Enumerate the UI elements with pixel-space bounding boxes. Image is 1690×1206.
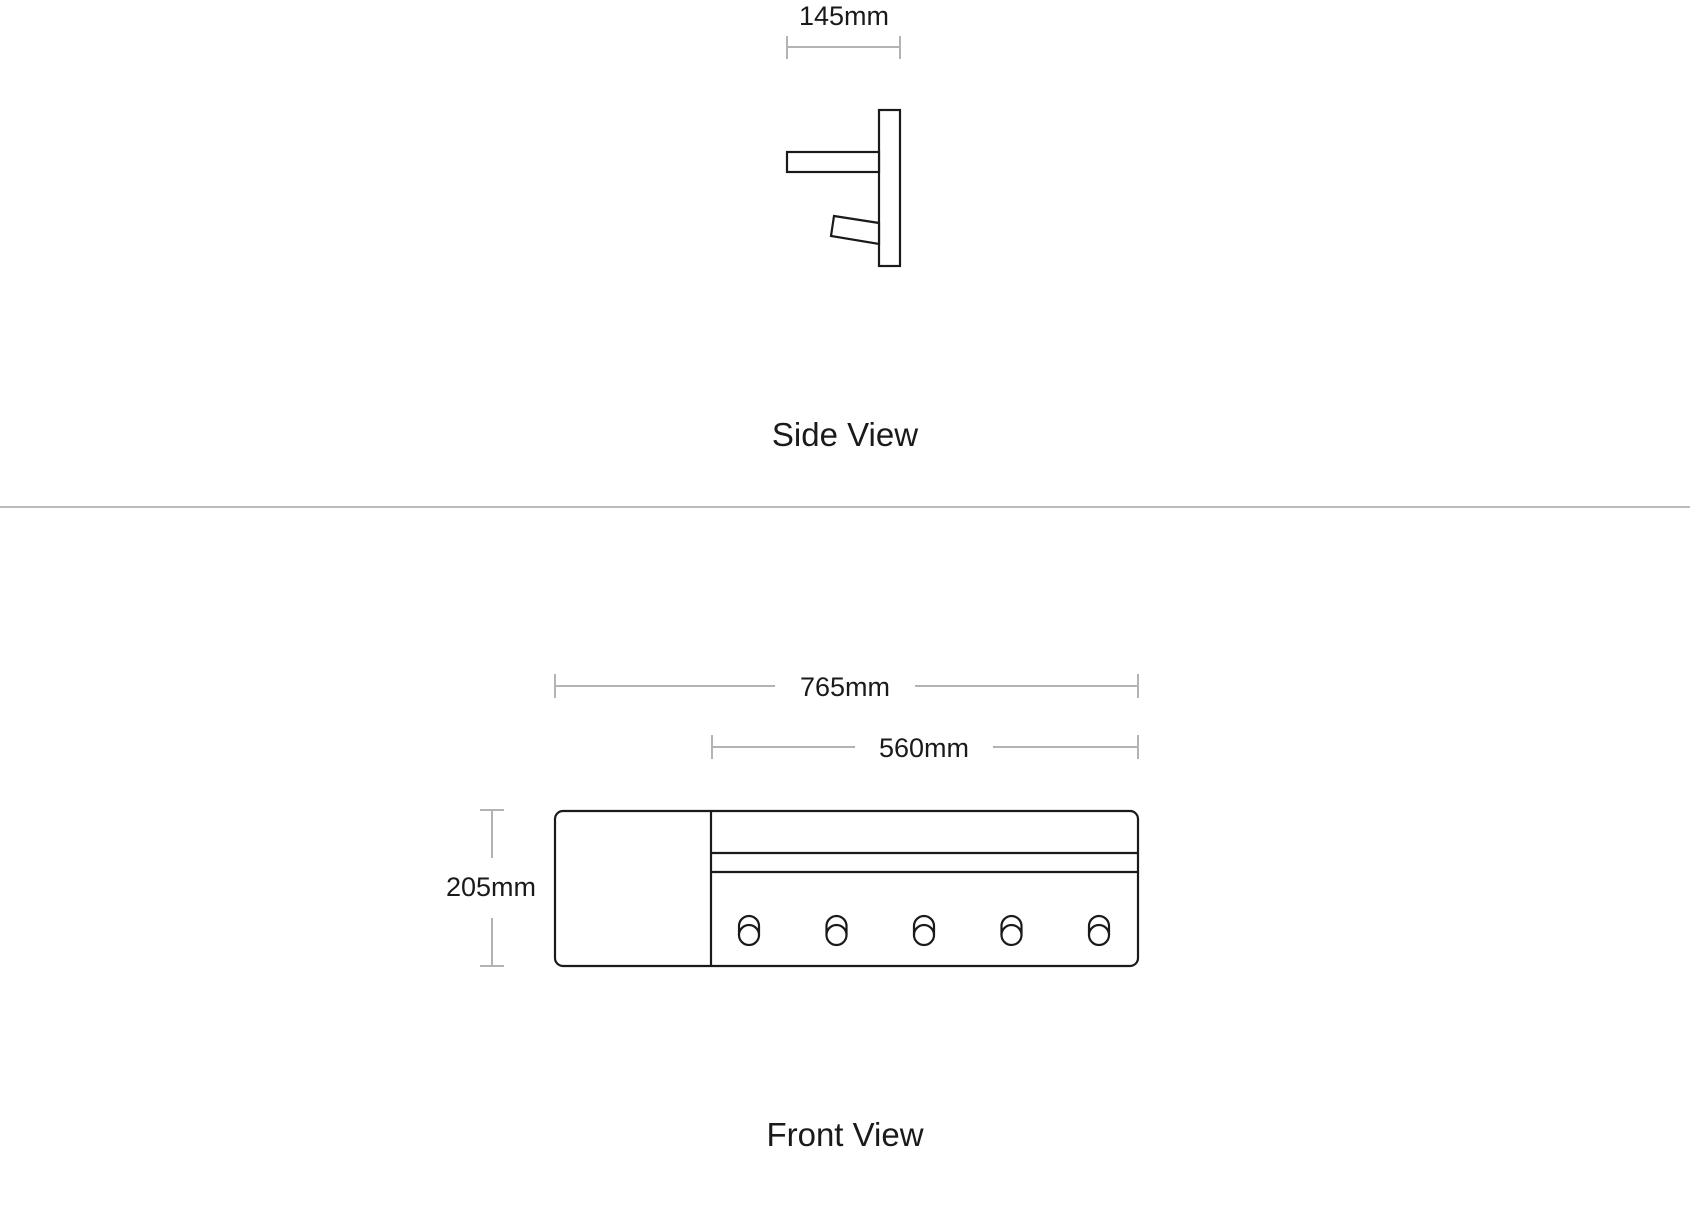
front-view: [446, 672, 1138, 1153]
side-hook: [831, 216, 879, 244]
overall-width-label: 765mm: [799, 672, 891, 702]
side-wall-panel: [879, 110, 900, 266]
hook-icon: [739, 916, 759, 945]
height-dimension: [446, 810, 536, 966]
front-view-title: Front View: [766, 1116, 924, 1153]
hook-icon: [827, 916, 847, 945]
hook-icon: [914, 916, 934, 945]
side-shelf-arm: [787, 152, 879, 172]
side-depth-label: 145mm: [798, 1, 890, 31]
hook-icon: [1002, 916, 1022, 945]
height-label: 205mm: [445, 872, 537, 902]
hook-icon: [1089, 916, 1109, 945]
front-body-outline: [555, 811, 1138, 966]
shelf-width-dimension: [712, 733, 1138, 763]
side-depth-dimension: [787, 1, 900, 59]
side-view-title: Side View: [771, 416, 919, 453]
overall-width-dimension: [555, 672, 1138, 702]
side-view: [772, 1, 918, 453]
shelf-width-label: 560mm: [878, 733, 970, 763]
